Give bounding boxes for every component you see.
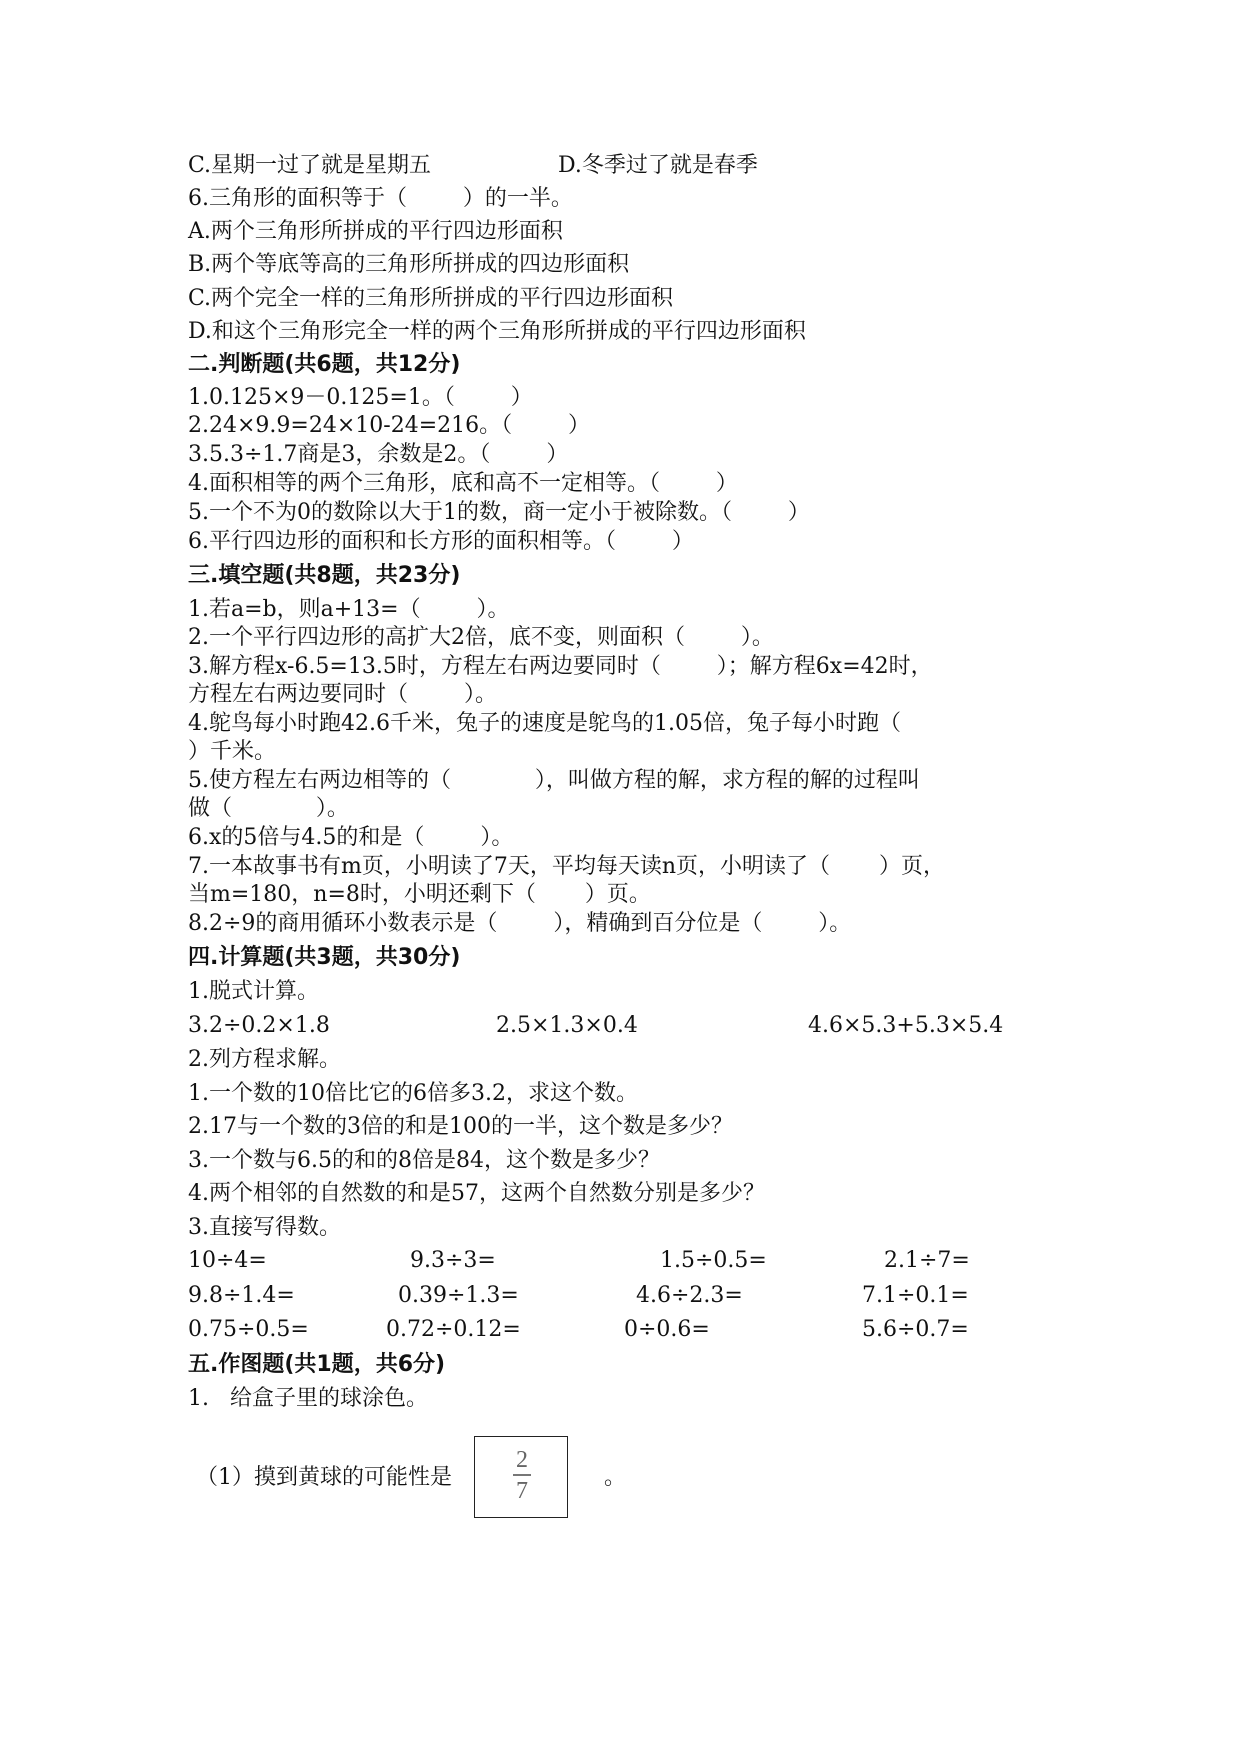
section-heading-drawing: 五.作图题(共1题，共6分)	[188, 1352, 446, 1377]
oral-calc: 7.1÷0.1=	[862, 1283, 969, 1308]
oral-calc: 0.39÷1.3=	[398, 1283, 519, 1308]
calc-subheading: 2.列方程求解。	[188, 1047, 341, 1072]
fill-item: 8.2÷9的商用循环小数表示是（ ），精确到百分位是（ ）。	[188, 911, 852, 936]
probability-prompt: （1）摸到黄球的可能性是	[196, 1465, 452, 1490]
fill-item: 7.一本故事书有m页，小明读了7天，平均每天读n页，小明读了（ ）页，	[188, 854, 945, 879]
oral-calc: 9.8÷1.4=	[188, 1283, 295, 1308]
option-c: C.两个完全一样的三角形所拼成的平行四边形面积	[188, 286, 674, 311]
section-heading-calculation: 四.计算题(共3题，共30分)	[188, 945, 461, 970]
answer-box	[474, 1436, 568, 1518]
fill-item: 6.x的5倍与4.5的和是（ ）。	[188, 825, 514, 850]
option-d-line: D.冬季过了就是春季	[558, 153, 758, 178]
section-heading-fill-blank: 三.填空题(共8题，共23分)	[188, 563, 461, 588]
judgement-item: 6.平行四边形的面积和长方形的面积相等。（ ）	[188, 529, 694, 554]
calc-expression: 4.6×5.3+5.3×5.4	[808, 1013, 1004, 1038]
fill-item: 3.解方程x-6.5=13.5时，方程左右两边要同时（ ）；解方程6x=42时，	[188, 654, 933, 679]
fraction-numerator: 2	[516, 1447, 528, 1473]
equation-problem: 4.两个相邻的自然数的和是57，这两个自然数分别是多少？	[188, 1181, 765, 1206]
oral-calc: 0.75÷0.5=	[188, 1317, 309, 1342]
sentence-end: 。	[604, 1465, 627, 1490]
oral-calc: 10÷4=	[188, 1248, 267, 1273]
fill-item-continued: 当m=180，n=8时，小明还剩下（ ）页。	[188, 882, 651, 907]
oral-calc: 0.72÷0.12=	[386, 1317, 521, 1342]
drawing-item: 1. 给盒子里的球涂色。	[188, 1386, 428, 1411]
judgement-item: 3.5.3÷1.7商是3，余数是2。（ ）	[188, 442, 569, 467]
fraction-denominator: 7	[516, 1477, 528, 1504]
fill-item: 4.鸵鸟每小时跑42.6千米，兔子的速度是鸵鸟的1.05倍，兔子每小时跑（	[188, 711, 901, 736]
oral-calc: 5.6÷0.7=	[862, 1317, 969, 1342]
fill-item-continued: ）千米。	[188, 739, 277, 764]
fraction-bar	[513, 1474, 531, 1476]
oral-calc: 0÷0.6=	[624, 1317, 710, 1342]
section-heading-judgement: 二.判断题(共6题，共12分)	[188, 352, 461, 377]
oral-calc: 2.1÷7=	[884, 1248, 970, 1273]
fill-item: 5.使方程左右两边相等的（ ），叫做方程的解，求方程的解的过程叫	[188, 768, 920, 793]
judgement-item: 2.24×9.9=24×10-24=216。（ ）	[188, 413, 591, 438]
option-d: D.和这个三角形完全一样的两个三角形所拼成的平行四边形面积	[188, 319, 806, 344]
fill-item-continued: 做（ ）。	[188, 796, 349, 821]
fill-item: 2.一个平行四边形的高扩大2倍，底不变，则面积（ ）。	[188, 625, 774, 650]
oral-calc: 1.5÷0.5=	[660, 1248, 767, 1273]
oral-calc: 9.3÷3=	[410, 1248, 496, 1273]
fill-item: 1.若a=b，则a+13=（ ）。	[188, 597, 510, 622]
fill-item-continued: 方程左右两边要同时（ ）。	[188, 682, 497, 707]
equation-problem: 1.一个数的10倍比它的6倍多3.2，求这个数。	[188, 1081, 638, 1106]
equation-problem: 2.17与一个数的3倍的和是100的一半，这个数是多少？	[188, 1114, 733, 1139]
calc-subheading: 3.直接写得数。	[188, 1215, 341, 1240]
judgement-item: 4.面积相等的两个三角形，底和高不一定相等。（ ）	[188, 471, 738, 496]
option-b: B.两个等底等高的三角形所拼成的四边形面积	[188, 252, 630, 277]
option-c-line: C.星期一过了就是星期五	[188, 153, 432, 178]
oral-calc: 4.6÷2.3=	[636, 1283, 743, 1308]
calc-subheading: 1.脱式计算。	[188, 979, 319, 1004]
fraction	[475, 1447, 569, 1504]
calc-expression: 3.2÷0.2×1.8	[188, 1013, 330, 1038]
judgement-item: 1.0.125×9－0.125=1。（ ）	[188, 385, 533, 410]
equation-problem: 3.一个数与6.5的和的8倍是84，这个数是多少？	[188, 1148, 660, 1173]
option-a: A.两个三角形所拼成的平行四边形面积	[188, 219, 563, 244]
question-6: 6.三角形的面积等于（ ）的一半。	[188, 186, 573, 211]
judgement-item: 5.一个不为0的数除以大于1的数，商一定小于被除数。（ ）	[188, 500, 810, 525]
calc-expression: 2.5×1.3×0.4	[496, 1013, 638, 1038]
